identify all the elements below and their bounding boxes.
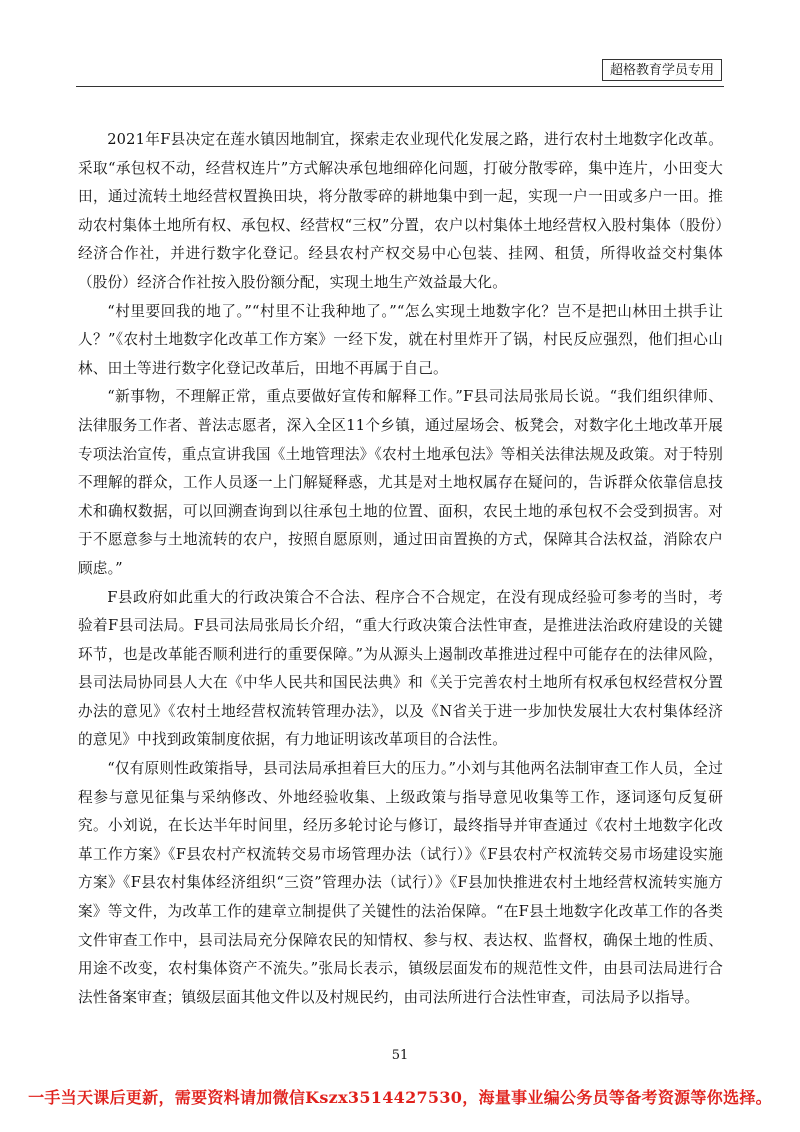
paragraph-2: “村里要回我的地了。”“村里不让我种地了。”“怎么实现土地数字化？岂不是把山林田土拱手让人？”《农村土地数字化改革工作方案》一经下发，就在村里炸开了锅，村民反应强烈，他们担心山林、田土等进行数字化登记改革后，田地不再属于自己。 [78, 302, 723, 377]
header-divider [76, 86, 724, 87]
header-badge: 超格教育学员专用 [602, 59, 722, 81]
promo-footer-text: 一手当天课后更新，需要资料请加微信Kszx3514427530，海量事业编公务员等备考资源等你选择。 [28, 1088, 772, 1107]
page-number: 51 [391, 1048, 409, 1063]
paragraph-3: “新事物，不理解正常，重点要做好宣传和解释工作。”F县司法局张局长说。“我们组织律师、法律服务工作者、普法志愿者，深入全区11个乡镇，通过屋场会、板凳会，对数字化土地改革开展专项法治宣传，重点宣讲我国《土地管理法》《农村土地承包法》等相关法律法规及政策。对于特别不理解的群众，工作人员逐一上门解疑释惑，尤其是对土地权属存在疑问的，告诉群众依靠信息技术和确权数据，可以回溯查询到以往承包土地的位置、面积，农民土地的承包权不会受到损害。对于不愿意参与土地流转的农户，按照自愿原则，通过田亩置换的方式，保障其合法权益，消除农户顾虑。” [78, 388, 723, 577]
paragraph-1: 2021年F县决定在莲水镇因地制宜，探索走农业现代化发展之路，进行农村土地数字化改革。采取“承包权不动，经营权连片”方式解决承包地细碎化问题，打破分散零碎，集中连片，小田变大田，通过流转土地经营权置换田块，将分散零碎的耕地集中到一起，实现一户一田或多户一田。推动农村集体土地所有权、承包权、经营权“三权”分置，农户以村集体土地经营权入股村集体（股份）经济合作社，并进行数字化登记。经县农村产权交易中心包装、挂网、租赁，所得收益交村集体（股份）经济合作社按入股份额分配，实现土地生产效益最大化。 [78, 131, 723, 291]
paragraph-4: F县政府如此重大的行政决策合不合法、程序合不合规定，在没有现成经验可参考的当时，考验着F县司法局。F县司法局张局长介绍，“重大行政决策合法性审查，是推进法治政府建设的关键环节，也是改革能否顺利进行的重要保障。”为从源头上遏制改革推进过程中可能存在的法律风险，县司法局协同县人大在《中华人民共和国民法典》和《关于完善农村土地所有权承包权经营权分置办法的意见》《农村土地经营权流转管理办法》，以及《N省关于进一步加快发展壮大农村集体经济的意见》中找到政策制度依据，有力地证明该改革项目的合法性。 [78, 588, 723, 749]
paragraph-5: “仅有原则性政策指导，县司法局承担着巨大的压力。”小刘与其他两名法制审查工作人员，全过程参与意见征集与采纳修改、外地经验收集、上级政策与指导意见收集等工作，逐词逐句反复研究。小刘说，在长达半年时间里，经历多轮讨论与修订，最终指导并审查通过《农村土地数字化改革工作方案》《F县农村产权流转交易市场管理办法（试行）》《F县农村产权流转交易市场建设实施方案》《F县农村集体经济组织“三资”管理办法（试行）》《F县加快推进农村土地经营权流转实施方案》等文件，为改革工作的建章立制提供了关键性的法治保障。“在F县土地数字化改革工作的各类文件审查工作中，县司法局充分保障农民的知情权、参与权、表达权、监督权，确保土地的性质、用途不改变，农村集体资产不流失。”张局长表示，镇级层面发布的规范性文件，由县司法局进行合法性备案审查；镇级层面其他文件以及村规民约，由司法所进行合法性审查，司法局予以指导。 [78, 760, 723, 1006]
article-body [78, 126, 723, 1012]
